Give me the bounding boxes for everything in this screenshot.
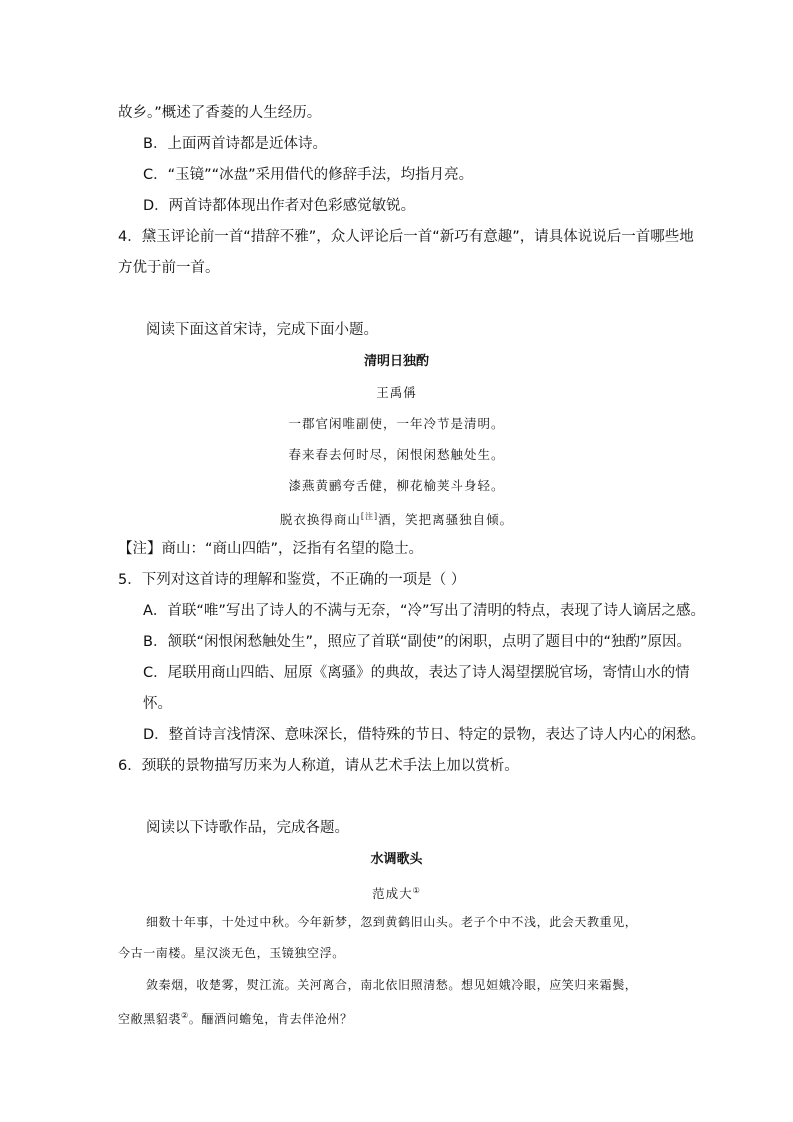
poem-line-4-part2: 酒，笑把离骚独自倾。: [378, 512, 514, 528]
q4-stem-line2: 方优于前一首。: [118, 260, 220, 276]
section3-intro: 阅读以下诗歌作品，完成各题。: [146, 820, 349, 836]
ci-author-name: 范成大: [372, 886, 413, 902]
q5-stem: 5．下列对这首诗的理解和鉴赏，不正确的一项是（ ）: [118, 572, 466, 588]
q5-option-a: A．首联“唯”写出了诗人的不满与无奈，“冷”写出了清明的特点，表现了诗人谪居之感。: [143, 603, 705, 619]
q4-stem-line1: 4．黛玉评论前一首“措辞不雅”，众人评论后一首“新巧有意趣”，请具体说说后一首哪些地: [118, 229, 694, 245]
ci-title: 水调歌头: [370, 852, 423, 867]
poem-note: 【注】商山：“商山四皓”，泛指有名望的隐士。: [118, 541, 424, 557]
ci-author: [0, 882, 793, 903]
q5-option-c-line2: 怀。: [143, 696, 172, 712]
q3-option-c: C．“玉镜”“冰盘”采用借代的修辞手法，均指月亮。: [143, 167, 474, 183]
ci-part1-line1: 细数十年事，十处过中秋。今年新梦，忽到黄鹤旧山头。老子个中不浅，此会天教重见，: [146, 915, 638, 929]
q3-option-b: B．上面两首诗都是近体诗。: [143, 136, 327, 152]
ci-part2-line1: 敛秦烟，收楚雾，熨江流。关河离合，南北依旧照清愁。想见姮娥冷眼，应笑归来霜鬓，: [146, 978, 638, 992]
note-marker: [注]: [360, 512, 379, 521]
ci-part2-line2-a: 空敝黑貂裘: [118, 1012, 182, 1026]
poem-line-4: [0, 508, 793, 529]
poem-line-3: 漆燕黄鹂夸舌健，柳花榆荚斗身轻。: [288, 478, 505, 493]
footnote-marker-1: ①: [412, 886, 421, 895]
q3-option-c-continuation: 故乡。”概述了香菱的人生经历。: [118, 105, 322, 121]
q5-option-c-line1: C．尾联用商山四皓、屈原《离骚》的典故，表达了诗人渴望摆脱官场，寄情山水的情: [143, 665, 690, 681]
ci-part1-line2: 今古一南楼。星汉淡无色，玉镜独空浮。: [118, 946, 345, 960]
poem-title: 清明日独酌: [363, 354, 429, 369]
ci-part2-line2: [118, 1007, 353, 1028]
q6-stem: 6．颈联的景物描写历来为人称道，请从艺术手法上加以赏析。: [118, 758, 519, 774]
q5-option-b: B．颔联“闲恨闲愁触处生”，照应了首联“副使”的闲职，点明了题目中的“独酌”原因。: [143, 634, 692, 650]
poem-line-1: 一郡官闲唯副使，一年冷节是清明。: [288, 416, 505, 431]
footnote-marker-2: ②: [181, 1011, 189, 1020]
q5-option-d: D．整首诗言浅情深、意味深长，借特殊的节日、特定的景物，表达了诗人内心的闲愁。: [143, 727, 706, 743]
poem-line-2: 春来春去何时尽，闲恨闲愁触处生。: [288, 447, 505, 462]
q3-option-d: D．两首诗都体现出作者对色彩感觉敏锐。: [143, 198, 416, 214]
section2-intro: 阅读下面这首宋诗，完成下面小题。: [146, 322, 378, 338]
poem-line-4-part1: 脱衣换得商山: [279, 512, 361, 528]
ci-part2-line2-b: 。酾酒问蟾兔，肯去伴沧州？: [188, 1012, 353, 1026]
poem-author: 王禹偁: [376, 385, 417, 400]
